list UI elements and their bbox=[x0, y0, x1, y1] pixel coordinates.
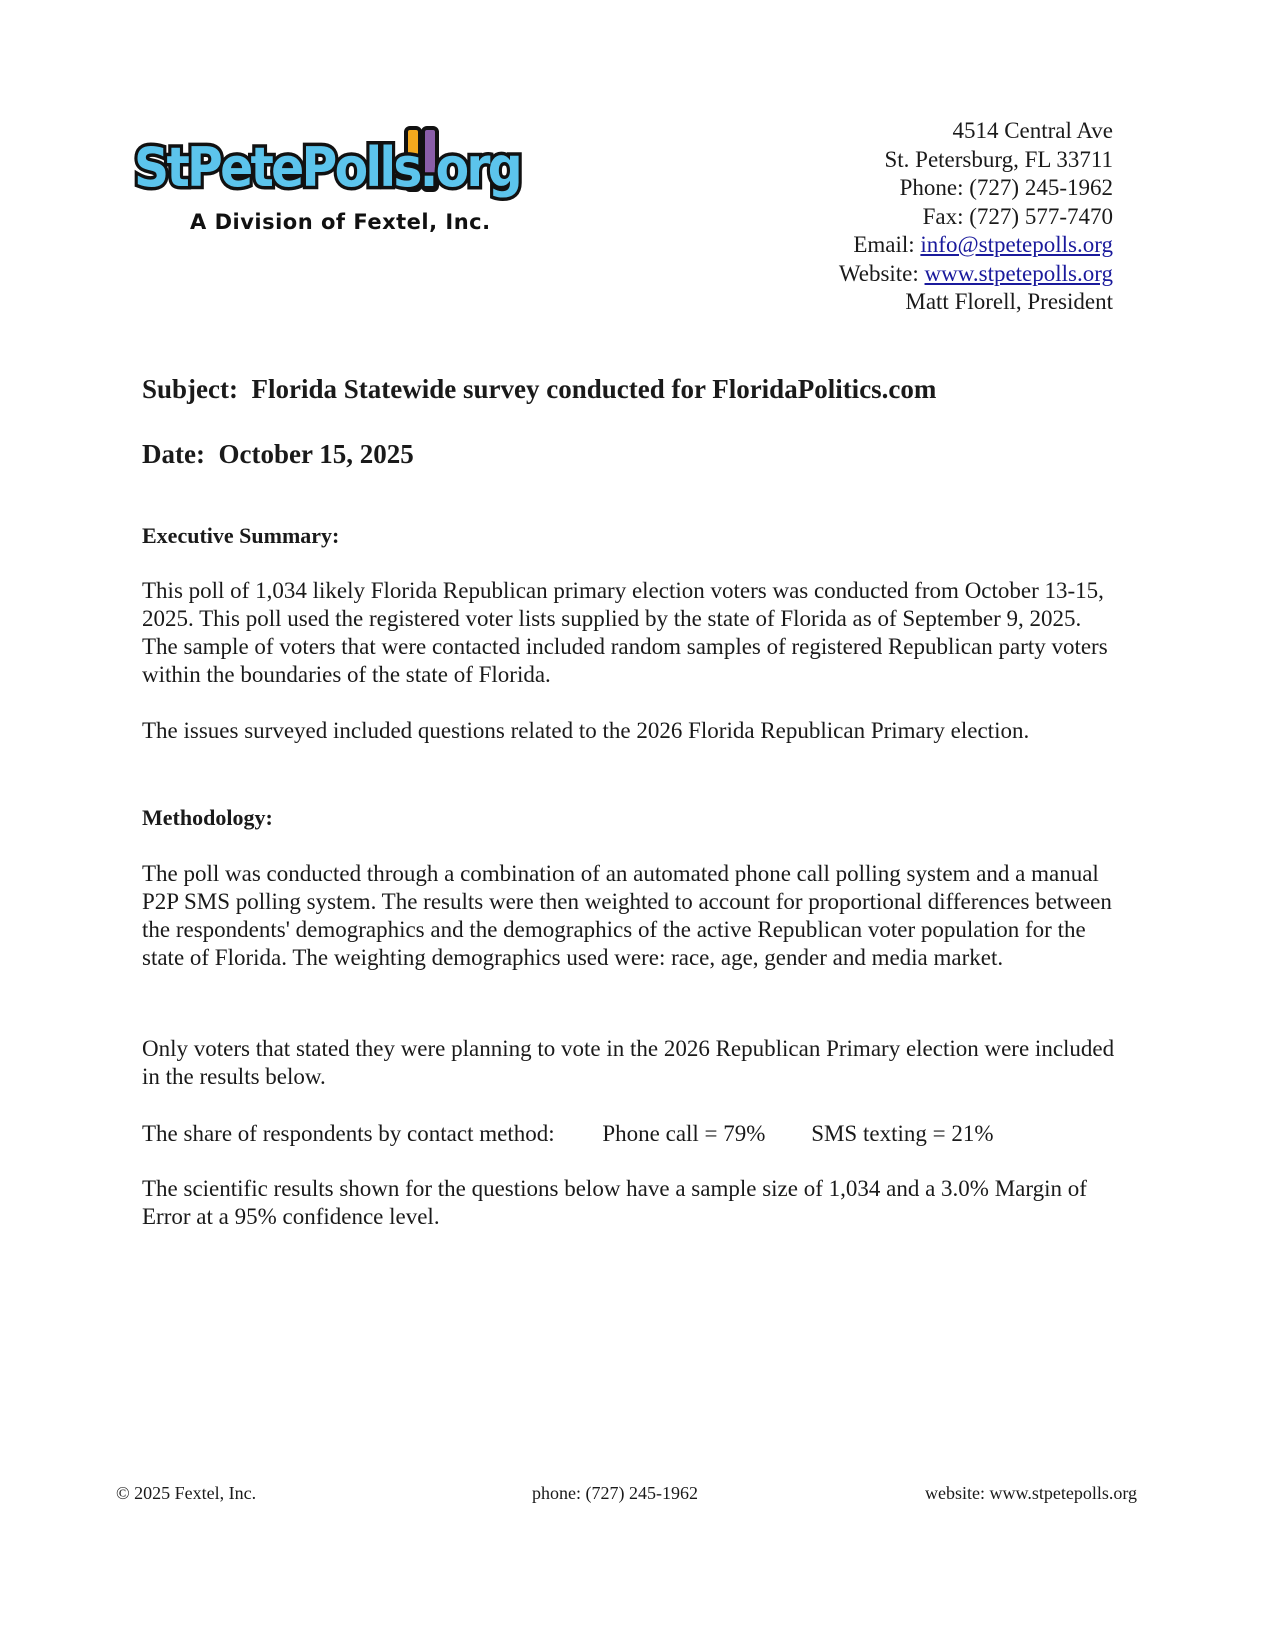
footer-phone: phone: (727) 245-1962 bbox=[532, 1483, 698, 1503]
logo-graphic bbox=[134, 124, 554, 204]
memo-subject: Subject: Florida Statewide survey conducted for FloridaPolitics.com bbox=[142, 374, 937, 404]
logo-subtitle: A Division of Fextel, Inc. bbox=[190, 210, 491, 234]
website-line bbox=[839, 260, 1113, 289]
methodology-heading: Methodology: bbox=[142, 805, 273, 830]
contact-block bbox=[839, 117, 1113, 317]
website-link[interactable]: www.stpetepolls.org bbox=[924, 260, 1113, 286]
logo-wordmark: StPetePolls.org bbox=[134, 136, 520, 199]
contact-method-label: The share of respondents by contact method: bbox=[142, 1121, 555, 1146]
sms-share: SMS texting = 21% bbox=[811, 1121, 994, 1146]
email-line bbox=[839, 231, 1113, 260]
contact-method-line bbox=[142, 1120, 993, 1148]
footer-website: website: www.stpetepolls.org bbox=[925, 1483, 1137, 1503]
email-link[interactable]: info@stpetepolls.org bbox=[920, 232, 1113, 257]
phone-call-share: Phone call = 79% bbox=[602, 1121, 766, 1146]
president-line: Matt Florell, President bbox=[905, 289, 1113, 314]
executive-summary-paragraph-2: The issues surveyed included questions related to the 2026 Florida Republican Primary election. bbox=[142, 718, 1030, 743]
methodology-paragraph-2: Only voters that stated they were planning to vote in the 2026 Republican Primary election were included in the results below. bbox=[142, 1036, 1115, 1089]
executive-summary-paragraph-1: This poll of 1,034 likely Florida Republican primary election voters was conducted from October 13-15, 2025. This poll used the registered voter lists supplied by the state of Florida as of September 9, 2025. The sample of voters that were contacted included random samples of registered Republican party voters within the boundaries of the state of Florida. bbox=[142, 578, 1108, 687]
phone-line: Phone: (727) 245-1962 bbox=[899, 175, 1113, 200]
footer-copyright: © 2025 Fextel, Inc. bbox=[116, 1483, 257, 1503]
website-label: Website: bbox=[838, 260, 919, 286]
fax-line: Fax: (727) 577-7470 bbox=[922, 203, 1113, 229]
methodology-paragraph-1: The poll was conducted through a combination of an automated phone call polling system and a manual P2P SMS polling system. The results were then weighted to account for proportional differences between the respondents' demographics and the demographics of the active Republican voter population for the state of Florida. The weighting demographics used were: race, age, gender and media market. bbox=[142, 861, 1112, 970]
executive-summary-heading: Executive Summary: bbox=[142, 523, 340, 548]
address-line-1: 4514 Central Ave bbox=[952, 118, 1113, 143]
memo-date: Date: October 15, 2025 bbox=[142, 439, 414, 469]
methodology-paragraph-3: The scientific results shown for the questions below have a sample size of 1,034 and a 3.0% Margin of Error at a 95% confidence level. bbox=[142, 1176, 1087, 1229]
address-line-2: St. Petersburg, FL 33711 bbox=[884, 146, 1113, 172]
email-label: Email: bbox=[853, 232, 915, 257]
